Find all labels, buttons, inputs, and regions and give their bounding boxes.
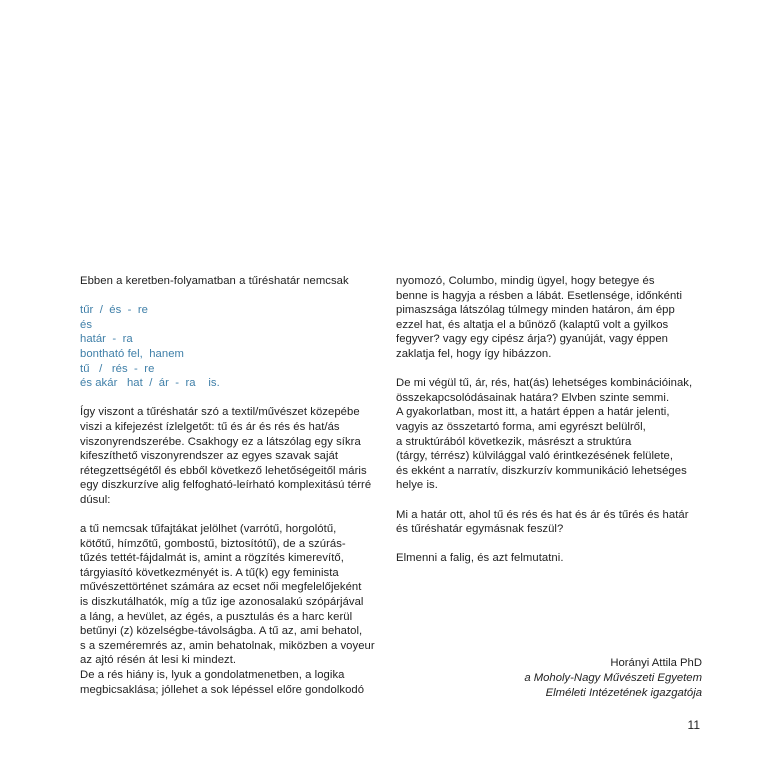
text-line: és tűréshatár egymásnak feszül? [396,523,564,536]
text-line: megbicsaklása; jóllehet a sok lépéssel előre gondolkodó [80,683,365,696]
page-number: 11 [687,718,700,732]
text-line: zaklatja fel, hogy így hibázzon. [396,347,552,360]
poem-block [80,303,390,391]
text-line: dúsul: [80,493,111,506]
text-line: helye is. [396,479,438,492]
paragraph [80,405,390,507]
text-line: a láng, a hevület, az égés, a pusztulás és a harc kerül [80,610,353,623]
paragraph [396,508,716,537]
left-column [80,274,390,697]
author-title: Elméleti Intézetének igazgatója [545,687,702,699]
text-line: vagyis az összetartó forma, ami egyrészt belülről, [396,420,646,433]
text-line: rétegzettségétől és ebből következő lehetőségeitől máris [80,464,367,477]
text-line: egy diszkurzíve alig felfogható-leírható komplexitású térré [80,479,372,492]
text-line: viszi a kifejezést ízlelgetőt: tű és ár és rés és hat/ás [80,420,340,433]
text-line: Mi a határ ott, ahol tű és rés és hat és ár és tűrés és határ [396,508,689,521]
paragraph [396,274,716,362]
text-line: a tű nemcsak tűfajtákat jelölhet (varrótű, horgolótű, [80,523,337,536]
text-line: fegyver? vagy egy cipész árja?) gyanúját, vagy éppen [396,333,669,346]
right-column [396,274,716,566]
text-line: pimaszsága látszólag túlmegy minden határon, ám épp [396,304,675,317]
spacer [80,391,390,406]
text-line: kifeszíthető viszonyrendszer az egyes szavak saját [80,450,339,463]
poem-line: határ - ra [80,333,133,346]
text-line: összekapcsolódásainak határa? Elvben szinte semmi. [396,391,670,404]
text-line: Így viszont a tűréshatár szó a textil/művészet közepébe [80,406,360,419]
signature [524,656,702,701]
text-line: A gyakorlatban, most itt, a határt éppen a határ jelenti, [396,406,670,419]
poem-line: és akár hat / ár - ra is. [80,377,220,390]
text-line: tárgyiasító következményét is. A tű(k) egy feminista [80,566,339,579]
spacer [80,289,390,304]
text-line: De a rés hiány is, lyuk a gondolatmenetben, a logika [80,669,345,682]
text-line: viszonyrendszerébe. Csakhogy ez a látszólag egy síkra [80,435,361,448]
poem-line: bontható fel, hanem [80,347,185,360]
spacer [80,508,390,523]
poem-line: és [80,318,93,331]
author-affiliation: a Moholy-Nagy Művészeti Egyetem [524,672,702,684]
text-line: is diszkutálhatók, míg a tűz ige azonosalakú szópárjával [80,596,364,609]
paragraph [80,522,390,697]
closing-line: Elmenni a falig, és azt felmutatni. [396,552,564,565]
text-line: nyomozó, Columbo, mindig ügyel, hogy betegye és [396,275,655,287]
intro-line: Ebben a keretben-folyamatban a tűréshatár nemcsak [80,275,349,287]
text-line: ezzel hat, és altatja el a bűnöző (kalaptű volt a gyilkos [396,318,669,331]
text-line: (tárgy, térrész) külvilággal való érintkezésének felülete, [396,450,674,463]
paragraph [396,376,716,493]
text-line: és ekként a narratív, diszkurzív kommunikáció lehetséges [396,464,687,477]
text-line: De mi végül tű, ár, rés, hat(ás) lehetséges kombinációinak, [396,377,693,390]
text-line: az ajtó résén át lesi ki mindezt. [80,654,237,667]
text-line: a struktúrából következik, másrészt a struktúra [396,435,632,448]
text-line: betűnyi (z) közelségbe-távolságba. A tű az, ami behatol, [80,625,363,638]
poem-line: tű / rés - re [80,362,155,375]
text-line: s a szeméremrés az, amin behatolnak, miközben a voyeur [80,639,375,652]
spacer [396,537,716,552]
text-line: művészettörténet számára az ecset női megfelelőjeként [80,581,362,594]
poem-line: tűr / és - re [80,304,149,317]
spacer [396,362,716,377]
author-name: Horányi Attila PhD [610,657,702,669]
text-line: kötőtű, hímzőtű, gombostű, biztosítótű), de a szúrás- [80,537,346,550]
text-line: benne is hagyja a résben a lábát. Esetlensége, időnkénti [396,289,683,302]
spacer [396,493,716,508]
text-line: tűzés tettét-fájdalmát is, amint a rögzítés kimerevítő, [80,552,344,565]
